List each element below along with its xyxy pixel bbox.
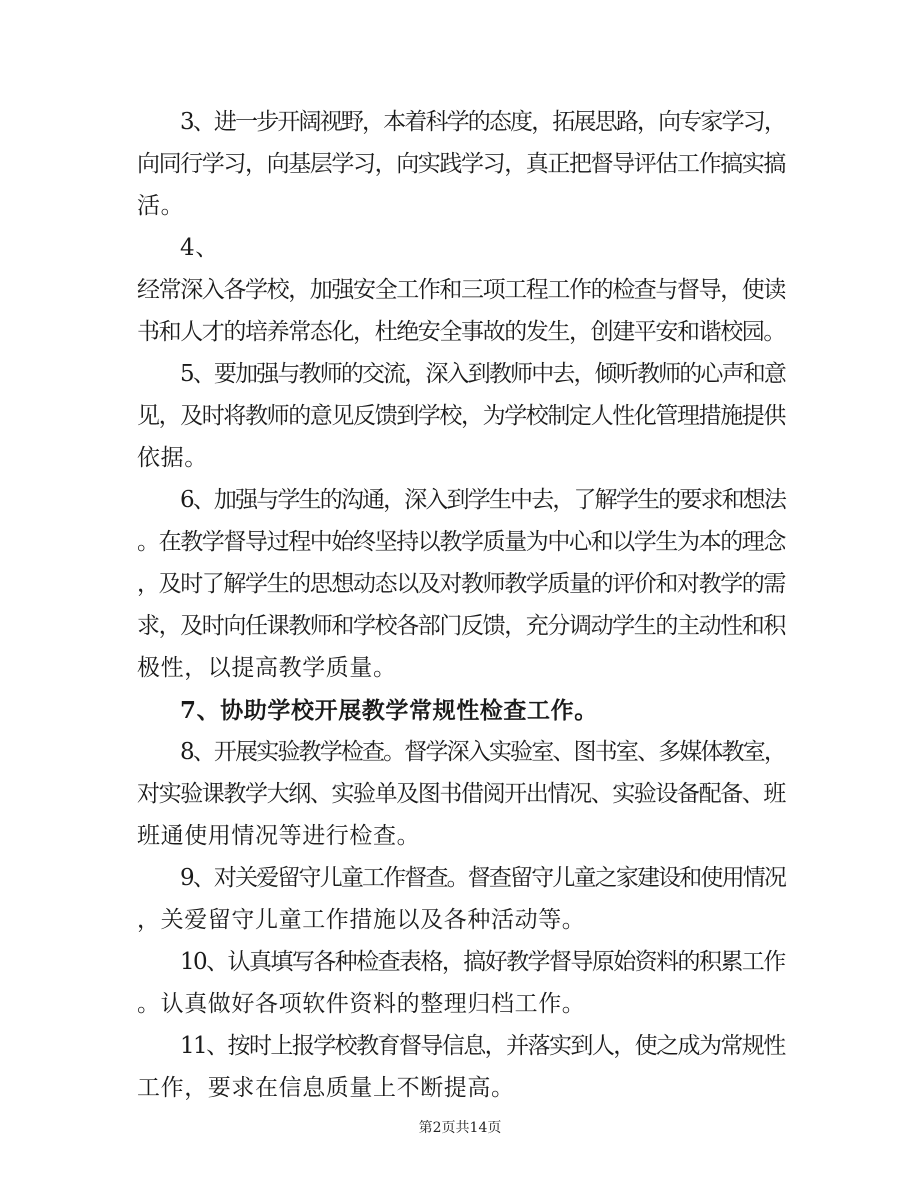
text-line-9: 依据。 — [137, 445, 208, 471]
text-line-19: 9、对关爱留守儿童工作督查。督查留守儿童之家建设和使用情况 — [180, 865, 786, 891]
text-line-3: 活。 — [137, 193, 185, 219]
text-line-12: ，及时了解学生的思想动态以及对教师教学质量的评价和对教学的需 — [137, 571, 786, 597]
text-line-21: 10、认真填写各种检查表格，搞好教学督导原始资料的积累工作 — [180, 949, 785, 975]
text-line-18: 班通使用情况等进行检查。 — [137, 823, 421, 849]
text-line-16: 8、开展实验教学检查。督学深入实验室、图书室、多媒体教室， — [180, 739, 786, 765]
text-line-6: 书和人才的培养常态化，杜绝安全事故的发生，创建平安和谐校园。 — [137, 319, 786, 345]
text-line-8: 见，及时将教师的意见反馈到学校，为学校制定人性化管理措施提供 — [137, 403, 786, 429]
text-line-4: 4、 — [180, 235, 219, 261]
text-line-15-bold-heading: 7、协助学校开展教学常规性检查工作。 — [180, 697, 598, 724]
text-line-13: 求，及时向任课教师和学校各部门反馈，充分调动学生的主动性和积 — [137, 613, 786, 639]
text-line-10: 6、加强与学生的沟通，深入到学生中去，了解学生的要求和想法 — [180, 487, 786, 513]
text-line-7: 5、要加强与教师的交流，深入到教师中去，倾听教师的心声和意 — [180, 361, 786, 387]
text-line-20: ，关爱留守儿童工作措施以及各种活动等。 — [137, 907, 586, 933]
text-line-17: 对实验课教学大纲、实验单及图书借阅开出情况、实验设备配备、班 — [137, 781, 786, 807]
text-line-11: 。在教学督导过程中始终坚持以教学质量为中心和以学生为本的理念 — [137, 529, 786, 555]
text-line-24: 工作，要求在信息质量上不断提高。 — [137, 1075, 515, 1101]
text-line-22: 。认真做好各项软件资料的整理归档工作。 — [137, 991, 586, 1017]
text-line-5: 经常深入各学校，加强安全工作和三项工程工作的检查与督导，使读 — [137, 277, 786, 303]
page-number-footer: 第2页共14页 — [418, 1120, 502, 1136]
text-line-14: 极性，以提高教学质量。 — [137, 655, 397, 681]
text-line-23: 11、按时上报学校教育督导信息，并落实到人，使之成为常规性 — [180, 1033, 785, 1059]
text-line-1: 3、进一步开阔视野，本着科学的态度，拓展思路，向专家学习， — [180, 109, 786, 135]
text-line-2: 向同行学习，向基层学习，向实践学习，真正把督导评估工作搞实搞 — [137, 151, 786, 177]
